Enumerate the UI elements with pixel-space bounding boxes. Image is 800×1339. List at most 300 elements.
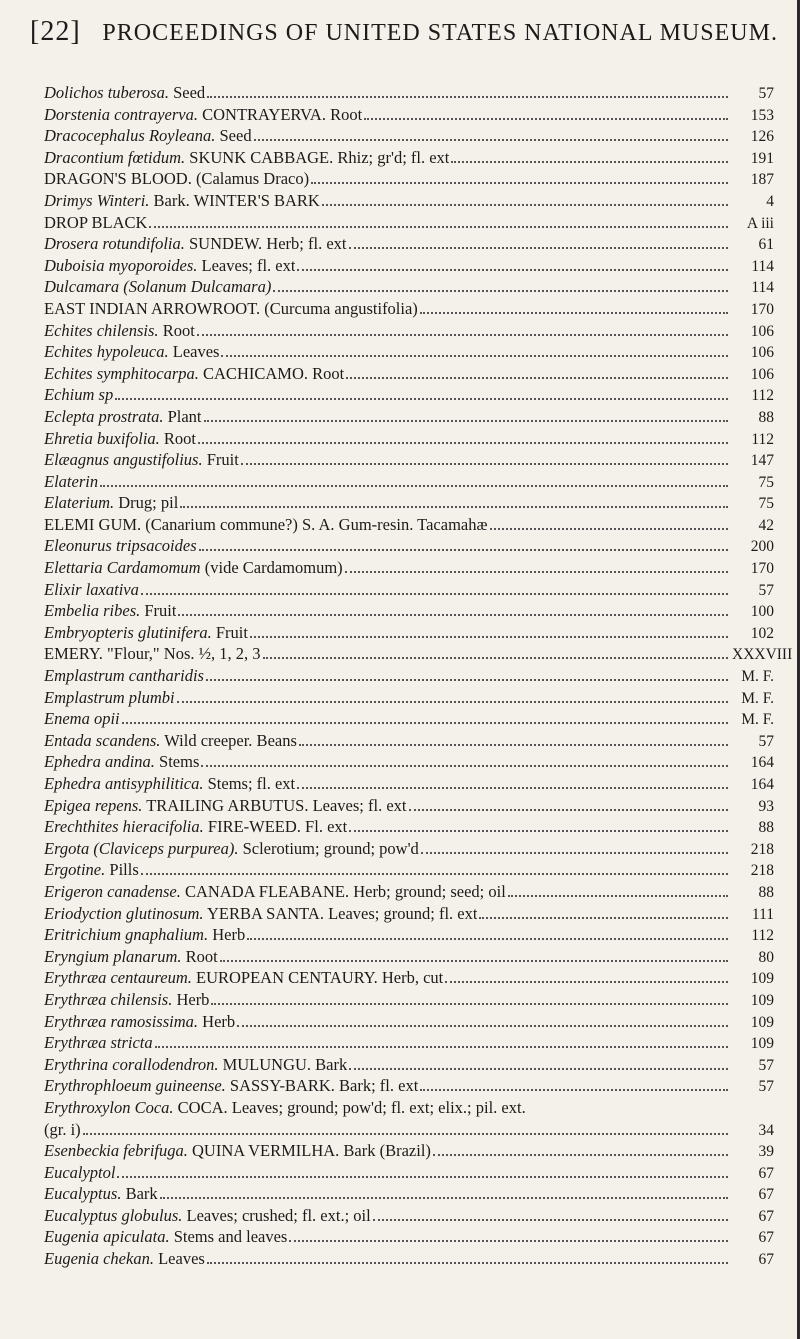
- entry-text: [44, 212, 147, 234]
- index-entry: [44, 1119, 774, 1141]
- dot-leader: [322, 204, 728, 206]
- entry-page-ref: 170: [750, 300, 774, 318]
- entry-text: [44, 406, 202, 428]
- entry-description: COCA. Leaves; ground; pow'd; fl. ext; elix.; pil. ext.: [173, 1097, 526, 1117]
- dot-leader: [141, 873, 728, 875]
- page-header: [30, 16, 778, 48]
- entry-description: Pills: [105, 860, 139, 880]
- dot-leader: [247, 938, 728, 940]
- entry-page-ref: 4: [766, 192, 774, 210]
- dot-leader: [177, 701, 728, 703]
- entry-description: CANADA FLEABANE. Herb; ground; seed; oil: [180, 881, 506, 901]
- entry-page-ref: 100: [750, 603, 774, 621]
- entry-description: SUNDEW. Herb; fl. ext: [184, 234, 347, 254]
- entry-page-ref: 109: [750, 991, 774, 1009]
- entry-botanical-name: Emplastrum plumbi: [44, 687, 175, 707]
- entry-botanical-name: Embelia ribes.: [44, 601, 141, 621]
- index-entry: [44, 212, 774, 234]
- entry-text: [44, 535, 197, 557]
- entry-description: ELEMI GUM. (Canarium commune?) S. A. Gum-resin. Tacamahæ: [44, 514, 488, 534]
- entry-page-ref: 67: [758, 1251, 774, 1269]
- entry-description: EUROPEAN CENTAURY. Herb, cut: [191, 968, 444, 988]
- dot-leader: [199, 549, 728, 551]
- entry-text: [44, 1119, 81, 1141]
- index-entry: [44, 1248, 774, 1270]
- dot-leader: [373, 1219, 728, 1221]
- entry-page-ref: 61: [758, 236, 774, 254]
- index-entry: [44, 579, 774, 601]
- entry-text: [44, 881, 506, 903]
- dot-leader: [155, 1046, 728, 1048]
- dot-leader: [197, 334, 728, 336]
- index-entry: [44, 687, 774, 709]
- entry-description: Leaves; crushed; fl. ext.; oil: [182, 1205, 371, 1225]
- entry-text: [44, 708, 120, 730]
- entry-page-ref: 147: [750, 452, 774, 470]
- entry-botanical-name: Erythrina corallodendron.: [44, 1054, 219, 1074]
- entry-text: [44, 859, 139, 881]
- entry-text: [44, 730, 297, 752]
- index-entry: [44, 168, 774, 190]
- entry-text: [44, 104, 362, 126]
- entry-text: [44, 1075, 418, 1097]
- dot-leader: [180, 506, 728, 508]
- dot-leader: [490, 528, 729, 530]
- dot-leader: [207, 1262, 728, 1264]
- index-entry: [44, 903, 774, 925]
- entry-text: [44, 1226, 287, 1248]
- entry-description: (vide Cardamomum): [200, 558, 343, 578]
- entry-page-ref: 109: [750, 1035, 774, 1053]
- entry-page-ref: 164: [750, 754, 774, 772]
- dot-leader: [122, 722, 728, 724]
- entry-text: [44, 816, 347, 838]
- index-entry: [44, 384, 774, 406]
- dot-leader: [160, 1197, 728, 1199]
- entry-description: Herb: [172, 989, 210, 1009]
- dot-leader: [204, 420, 728, 422]
- index-entry: [44, 190, 774, 212]
- entry-description: CONTRAYERVA. Root: [197, 104, 363, 124]
- entry-botanical-name: Erythræa stricta: [44, 1033, 153, 1053]
- index-entry: [44, 1011, 774, 1033]
- entry-text: [44, 989, 209, 1011]
- entry-page-ref: 42: [758, 516, 774, 534]
- entry-botanical-name: Erythræa ramosissima.: [44, 1011, 199, 1031]
- index-entry: [44, 104, 774, 126]
- dot-leader: [237, 1025, 728, 1027]
- entry-botanical-name: Drosera rotundifolia.: [44, 234, 185, 254]
- entry-page-ref: 88: [758, 819, 774, 837]
- index-entry: [44, 1162, 774, 1184]
- index-entry: [44, 1226, 774, 1248]
- entry-page-ref: 80: [758, 948, 774, 966]
- entry-page-ref: 88: [758, 883, 774, 901]
- entry-description: Leaves: [153, 1249, 205, 1269]
- entry-page-ref: 34: [758, 1121, 774, 1139]
- entry-page-ref: 187: [750, 171, 774, 189]
- entry-description: Fruit: [202, 450, 239, 470]
- entry-text: [44, 384, 113, 406]
- index-entry: [44, 1183, 774, 1205]
- entry-botanical-name: Elixir laxativa: [44, 579, 139, 599]
- entry-description: DROP BLACK: [44, 212, 148, 232]
- index-entry: [44, 557, 774, 579]
- entry-page-ref: M. F.: [741, 668, 774, 686]
- entry-text: [44, 449, 239, 471]
- entry-botanical-name: Duboisia myoporoides.: [44, 255, 198, 275]
- entry-page-ref: 93: [758, 797, 774, 815]
- index-entry: [44, 708, 774, 730]
- entry-botanical-name: Eugenia apiculata.: [44, 1227, 170, 1247]
- entry-description: Herb: [198, 1011, 236, 1031]
- entry-description: CACHICAMO. Root: [198, 363, 345, 383]
- entry-page-ref: XXXVIII: [732, 646, 793, 664]
- entry-botanical-name: Eucalyptol: [44, 1162, 116, 1182]
- entry-description: Bark: [121, 1184, 158, 1204]
- entry-text: [44, 622, 248, 644]
- entry-description: Seed: [215, 126, 252, 146]
- entry-text: [44, 946, 218, 968]
- dot-leader: [241, 463, 728, 465]
- index-entry: [44, 643, 793, 665]
- entry-text: [44, 1032, 153, 1054]
- entry-botanical-name: Echium sp: [44, 385, 114, 405]
- entry-page-ref: M. F.: [741, 711, 774, 729]
- entry-text: [44, 363, 344, 385]
- entry-text: [44, 903, 477, 925]
- index-entry: [44, 1032, 774, 1054]
- index-entry: [44, 1054, 774, 1076]
- dot-leader: [451, 161, 728, 163]
- entry-botanical-name: Eclepta prostrata.: [44, 406, 164, 426]
- dot-leader: [117, 1176, 728, 1178]
- entry-text: [44, 1162, 115, 1184]
- entry-description: Stems; fl. ext: [203, 774, 296, 793]
- dot-leader: [345, 571, 728, 573]
- entry-botanical-name: Erythrophloeum guineense.: [44, 1076, 226, 1096]
- entry-page-ref: 126: [750, 128, 774, 146]
- entry-description: Root: [158, 320, 195, 340]
- dot-leader: [115, 398, 728, 400]
- index-entry: [44, 276, 774, 298]
- entry-description: Seed: [168, 83, 206, 102]
- entry-description: Sclerotium; ground; pow'd: [238, 838, 419, 858]
- entry-botanical-name: Echites chilensis.: [44, 320, 159, 340]
- index-entry: [44, 730, 774, 752]
- entry-text: [44, 924, 245, 946]
- dot-leader: [221, 355, 728, 357]
- entry-text: [44, 579, 139, 601]
- entry-text: [44, 967, 443, 989]
- dot-leader: [420, 312, 728, 314]
- entry-page-ref: 57: [758, 1056, 774, 1074]
- entry-text: [44, 838, 419, 860]
- entry-text: [44, 1097, 526, 1119]
- entry-text: [44, 1054, 347, 1076]
- entry-description: Root: [159, 428, 197, 448]
- index-entry: [44, 82, 774, 104]
- entry-description: Fruit: [211, 622, 248, 642]
- entry-description: QUINA VERMILHA. Bark (Brazil): [187, 1141, 431, 1161]
- entry-text: [44, 147, 449, 169]
- index-entry: [44, 1140, 774, 1162]
- index-entry: [44, 514, 774, 536]
- index-entry: [44, 946, 774, 968]
- dot-leader: [207, 96, 728, 98]
- page-title: PROCEEDINGS OF UNITED STATES NATIONAL MUSEUM.: [102, 20, 778, 46]
- dot-leader: [201, 765, 728, 767]
- entry-page-ref: 218: [750, 840, 774, 858]
- entry-botanical-name: Ergota (Claviceps purpurea).: [44, 838, 239, 858]
- index-entry: [44, 1097, 774, 1119]
- index-entry: [44, 535, 774, 557]
- dot-leader: [311, 182, 728, 184]
- entry-page-ref: 200: [750, 538, 774, 556]
- index-entry: [44, 924, 774, 946]
- entry-botanical-name: Eritrichium gnaphalium.: [44, 925, 209, 945]
- index-entry: [44, 600, 774, 622]
- entry-text: [44, 276, 271, 298]
- entry-text: [44, 82, 205, 104]
- entry-botanical-name: Drimys Winteri.: [44, 190, 150, 210]
- dot-leader: [273, 290, 728, 292]
- entry-page-ref: 153: [750, 106, 774, 124]
- dot-leader: [364, 118, 728, 120]
- entry-description: Fruit: [140, 601, 177, 621]
- dot-leader: [421, 852, 728, 854]
- index-entry: [44, 665, 774, 687]
- entry-text: [44, 125, 252, 147]
- entry-text: [44, 168, 309, 190]
- entry-page-ref: 67: [758, 1207, 774, 1225]
- entry-botanical-name: Echites symphitocarpa.: [44, 363, 199, 383]
- entry-botanical-name: Ehretia buxifolia.: [44, 428, 160, 448]
- dot-leader: [299, 744, 728, 746]
- entry-botanical-name: Embryopteris glutinifera.: [44, 622, 212, 642]
- entry-botanical-name: Elæagnus angustifolius.: [44, 450, 203, 470]
- entry-page-ref: 114: [751, 279, 774, 297]
- dot-leader: [433, 1154, 728, 1156]
- index-entry: [44, 989, 774, 1011]
- entry-botanical-name: Erythroxylon Coca.: [44, 1097, 174, 1117]
- dot-leader: [83, 1133, 728, 1135]
- entry-page-ref: 57: [758, 85, 774, 102]
- entry-description: TRAILING ARBUTUS. Leaves; fl. ext: [142, 795, 407, 815]
- index-entry: [44, 125, 774, 147]
- entry-text: [44, 341, 219, 363]
- dot-leader: [349, 1068, 728, 1070]
- dot-leader: [254, 139, 728, 141]
- entry-botanical-name: Eriodyction glutinosum.: [44, 903, 204, 923]
- entry-text: [44, 751, 199, 773]
- entry-description: Bark. WINTER'S BARK: [149, 190, 320, 210]
- entry-page-ref: 114: [751, 257, 774, 275]
- entry-botanical-name: Enema opii: [44, 709, 120, 729]
- entry-description: Plant: [163, 406, 202, 426]
- entry-text: [44, 665, 204, 687]
- entry-page-ref: 67: [758, 1186, 774, 1204]
- dot-leader: [198, 442, 728, 444]
- index-entry: [44, 255, 774, 277]
- dot-leader: [263, 657, 729, 659]
- entry-page-ref: A iii: [746, 214, 774, 232]
- dot-leader: [211, 1003, 728, 1005]
- index-entry: [44, 622, 774, 644]
- entry-botanical-name: Dracontium fœtidum.: [44, 147, 186, 167]
- entry-text: [44, 471, 98, 493]
- entry-botanical-name: Erigeron canadense.: [44, 881, 181, 901]
- index-entry: [44, 428, 774, 450]
- entry-text: [44, 1011, 235, 1033]
- entry-page-ref: M. F.: [741, 689, 774, 707]
- entry-text: [44, 1248, 205, 1270]
- index-entry: [44, 341, 774, 363]
- entry-botanical-name: Dorstenia contrayerva.: [44, 104, 198, 124]
- entry-description: Wild creeper. Beans: [160, 730, 297, 750]
- entry-botanical-name: Elettaria Cardamomum: [44, 558, 201, 578]
- entry-page-ref: 106: [750, 344, 774, 362]
- entry-botanical-name: Dolichos tuberosa.: [44, 83, 169, 102]
- entry-botanical-name: Entada scandens.: [44, 730, 161, 750]
- entry-botanical-name: Epigea repens.: [44, 795, 143, 815]
- entry-page-ref: 102: [750, 624, 774, 642]
- index-entry: [44, 859, 774, 881]
- entry-page-ref: 109: [750, 1013, 774, 1031]
- index-entry: [44, 751, 774, 773]
- entry-page-ref: 67: [758, 1229, 774, 1247]
- entry-botanical-name: Eucalyptus.: [44, 1184, 122, 1204]
- entry-description: YERBA SANTA. Leaves; ground; fl. ext: [203, 903, 478, 923]
- entry-botanical-name: Eryngium planarum.: [44, 946, 182, 966]
- page-number: [22]: [30, 16, 81, 47]
- entry-botanical-name: Esenbeckia febrifuga.: [44, 1141, 188, 1161]
- entry-botanical-name: Eucalyptus globulus.: [44, 1205, 183, 1225]
- entry-botanical-name: Ephedra antisyphilitica.: [44, 774, 204, 793]
- index-entry: [44, 1075, 774, 1097]
- dot-leader: [220, 960, 728, 962]
- entry-page-ref: 67: [758, 1164, 774, 1182]
- index-entry: [44, 795, 774, 817]
- index-entry: [44, 838, 774, 860]
- entry-page-ref: 57: [758, 581, 774, 599]
- index-entry: [44, 449, 774, 471]
- dot-leader: [349, 247, 729, 249]
- entry-page-ref: 218: [750, 862, 774, 880]
- entry-description: FIRE-WEED. Fl. ext: [203, 817, 348, 837]
- entry-description: Drug; pil: [114, 493, 179, 513]
- dot-leader: [445, 981, 728, 983]
- entry-description: Leaves; fl. ext: [197, 255, 296, 275]
- index-entry: [44, 1205, 774, 1227]
- index-entry: [44, 881, 774, 903]
- entry-botanical-name: Emplastrum cantharidis: [44, 666, 204, 686]
- entry-description: Stems: [154, 752, 200, 772]
- entry-page-ref: 111: [751, 905, 774, 923]
- dot-leader: [297, 269, 728, 271]
- entry-botanical-name: Dulcamara (Solanum Dulcamara): [44, 277, 272, 297]
- entry-description: (gr. i): [44, 1119, 81, 1139]
- entry-text: [44, 1205, 371, 1227]
- index-entries: [44, 82, 793, 1270]
- entry-page-ref: 106: [750, 365, 774, 383]
- dot-leader: [289, 1240, 728, 1242]
- entry-description: Leaves: [168, 342, 220, 362]
- entry-text: [44, 600, 176, 622]
- entry-text: [44, 233, 347, 255]
- entry-botanical-name: Elaterium.: [44, 493, 115, 513]
- entry-botanical-name: Dracocephalus Royleana.: [44, 126, 216, 146]
- index-entry: [44, 816, 774, 838]
- entry-text: [44, 514, 488, 536]
- entry-text: [44, 255, 295, 277]
- entry-description: Root: [181, 946, 218, 966]
- entry-page-ref: 57: [758, 1078, 774, 1096]
- entry-text: [44, 557, 343, 579]
- entry-botanical-name: Echites hypoleuca.: [44, 342, 169, 362]
- index-entry: [44, 233, 774, 255]
- entry-botanical-name: Ephedra andina.: [44, 752, 155, 772]
- entry-text: [44, 428, 196, 450]
- entry-text: [44, 492, 178, 514]
- entry-description: EMERY. "Flour," Nos. ½, 1, 2, 3: [44, 644, 261, 664]
- entry-description: EAST INDIAN ARROWROOT. (Curcuma angustifolia): [44, 298, 418, 318]
- dot-leader: [409, 809, 729, 811]
- index-entry: [44, 147, 774, 169]
- dot-leader: [100, 485, 728, 487]
- index-entry: [44, 406, 774, 428]
- entry-text: [44, 1140, 431, 1162]
- dot-leader: [349, 830, 728, 832]
- entry-page-ref: 106: [750, 322, 774, 340]
- entry-page-ref: 170: [750, 560, 774, 578]
- dot-leader: [250, 636, 728, 638]
- entry-description: Stems and leaves: [169, 1227, 288, 1247]
- entry-text: [44, 1183, 158, 1205]
- entry-description: SKUNK CABBAGE. Rhiz; gr'd; fl. ext: [185, 147, 450, 167]
- entry-page-ref: 57: [758, 732, 774, 750]
- dot-leader: [206, 679, 728, 681]
- entry-page-ref: 191: [750, 149, 774, 167]
- entry-description: DRAGON'S BLOOD. (Calamus Draco): [44, 169, 310, 189]
- entry-page-ref: 112: [751, 927, 774, 945]
- index-entry: [44, 967, 774, 989]
- entry-text: [44, 190, 320, 212]
- index-entry: [44, 320, 774, 342]
- dot-leader: [297, 787, 728, 789]
- index-entry: [44, 773, 774, 795]
- dot-leader: [420, 1089, 728, 1091]
- entry-botanical-name: Erythræa chilensis.: [44, 989, 173, 1009]
- entry-description: MULUNGU. Bark: [218, 1054, 348, 1074]
- entry-botanical-name: Elaterin: [44, 471, 99, 491]
- dot-leader: [149, 226, 728, 228]
- entry-text: [44, 320, 195, 342]
- entry-text: [44, 298, 418, 320]
- entry-botanical-name: Ergotine.: [44, 860, 106, 880]
- dot-leader: [508, 895, 728, 897]
- index-entry: [44, 298, 774, 320]
- entry-page-ref: 75: [758, 473, 774, 491]
- entry-page-ref: 112: [751, 387, 774, 405]
- dot-leader: [346, 377, 728, 379]
- dot-leader: [178, 614, 728, 616]
- index-entry: [44, 492, 774, 514]
- entry-text: [44, 687, 175, 709]
- entry-botanical-name: Erechthites hieracifolia.: [44, 817, 204, 837]
- entry-page-ref: 88: [758, 408, 774, 426]
- entry-botanical-name: Eleonurus tripsacoides: [44, 536, 197, 556]
